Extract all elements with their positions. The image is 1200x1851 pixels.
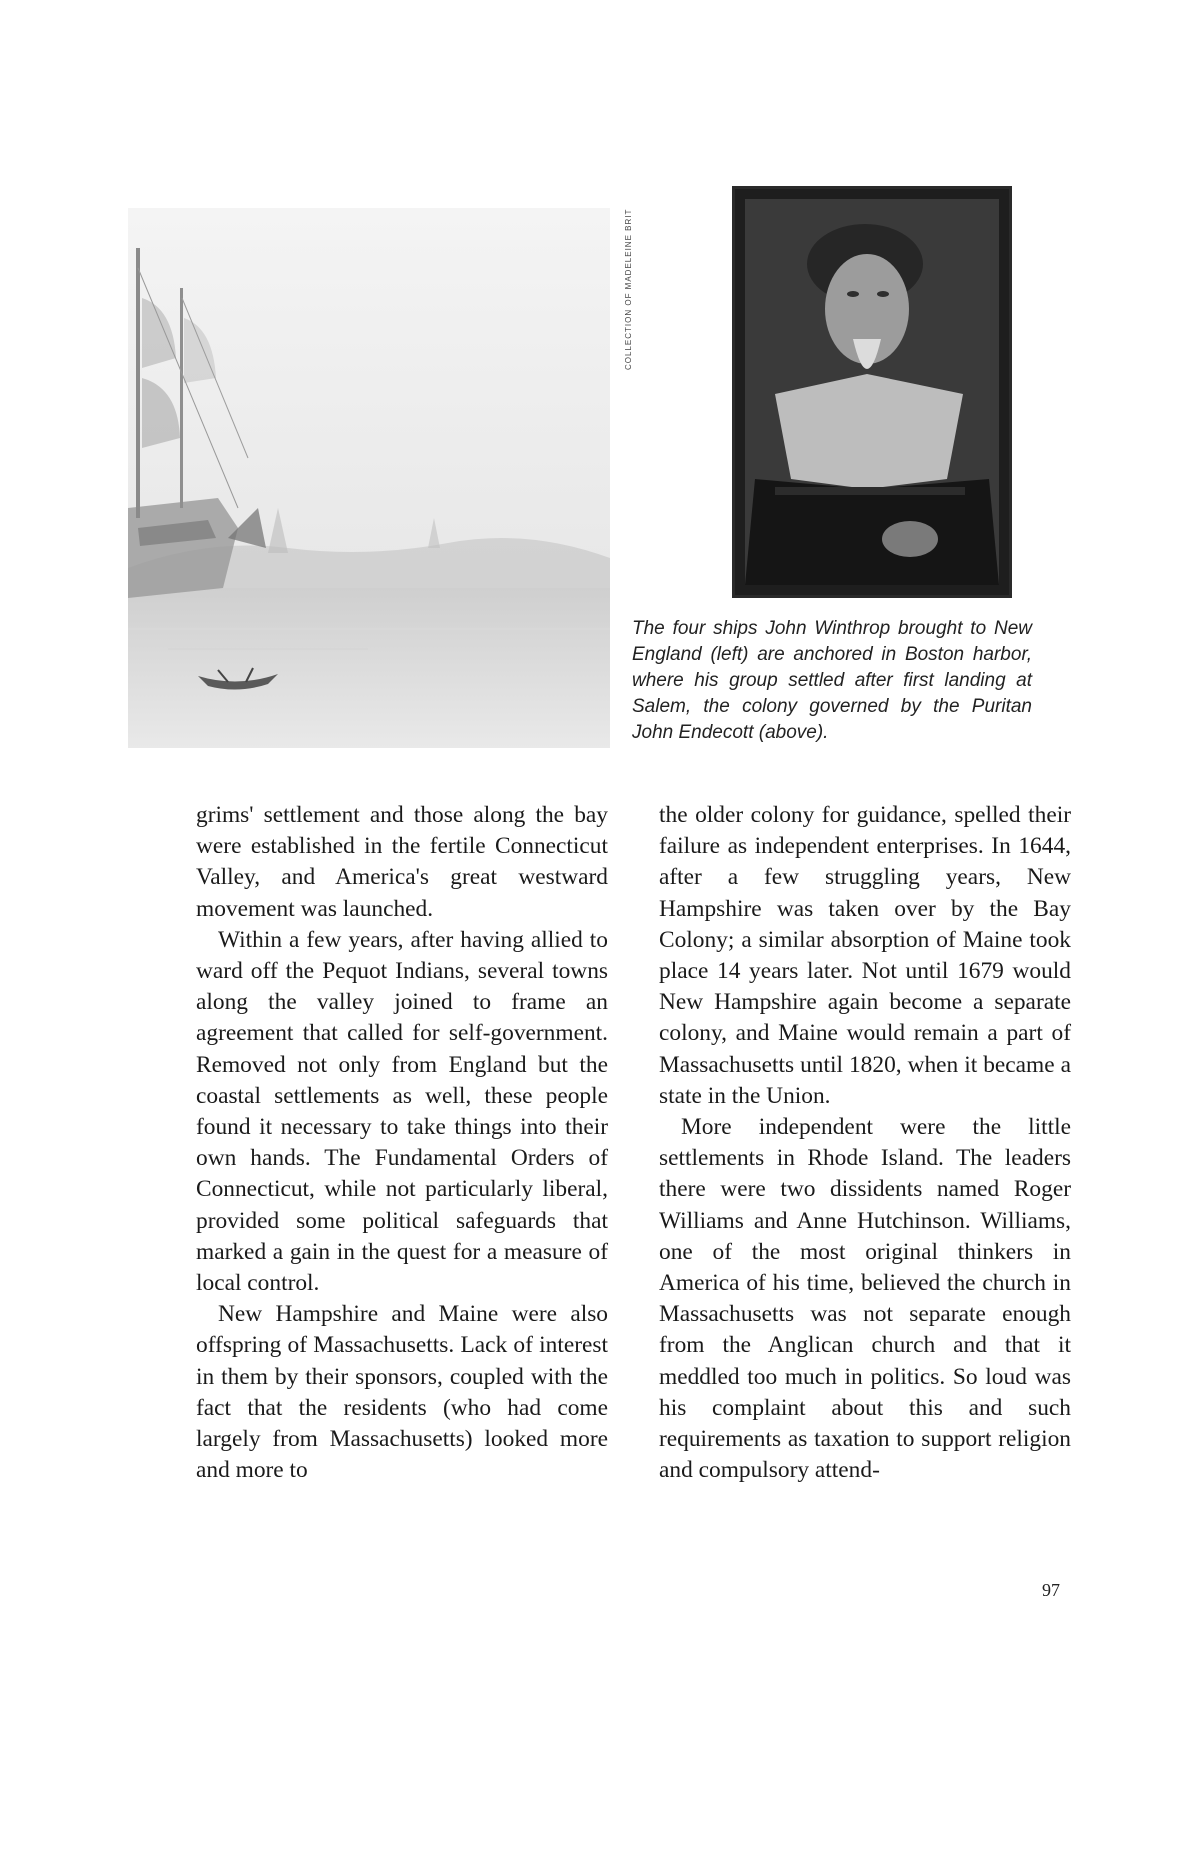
paragraph: the older colony for guidance, spelled their failure as independent enterprises. In 1644, after a few struggling years, New Hampshire was taken over by the Bay Colony; a similar absorption of Maine took place 14 years later. Not until 1679 would New Hampshire again become a separate colony, and Maine would remain a part of Massachusetts until 1820, when it became a state in the Union.	[659, 802, 1071, 1109]
endecott-portrait-image	[732, 186, 1012, 598]
paragraph: New Hampshire and Maine were also offspring of Massachusetts. Lack of interest in them by their sponsors, coupled with the fact that the residents (who had come largely from Massachusetts) looked more and more to	[196, 1301, 608, 1484]
text-column-right	[659, 800, 1071, 1486]
ships-harbor-image	[128, 208, 610, 748]
page-number: 97	[1042, 1580, 1060, 1600]
photo-credit: COLLECTION OF MADELEINE BRIT	[624, 208, 633, 370]
paragraph: grims' settlement and those along the bay were established in the fertile Connecticut Valley, and America's great westward movement was launched.	[196, 802, 608, 922]
paragraph: More independent were the little settlements in Rhode Island. The leaders there were two dissidents named Roger Williams and Anne Hutchinson. Williams, one of the most original thinkers in America of his time, believed the church in Massachusetts was not separate enough from the Anglican church and that it meddled too much in politics. So loud was his complaint about this and such requirements as taxation to support religion and compulsory attend-	[659, 1114, 1071, 1484]
text-column-left	[196, 800, 608, 1486]
figure-caption: The four ships John Winthrop brought to New England (left) are anchored in Boston harbor, where his group settled after first landing at Salem, the colony governed by the Puritan John Endecott (above).	[632, 618, 1032, 743]
paragraph: Within a few years, after having allied to ward off the Pequot Indians, several towns along the valley joined to frame an agreement that called for self-government. Removed not only from England but the coastal settlements as well, these people found it necessary to take things into their own hands. The Fundamental Orders of Connecticut, while not particularly liberal, provided some political safeguards that marked a gain in the quest for a measure of local control.	[196, 926, 608, 1297]
